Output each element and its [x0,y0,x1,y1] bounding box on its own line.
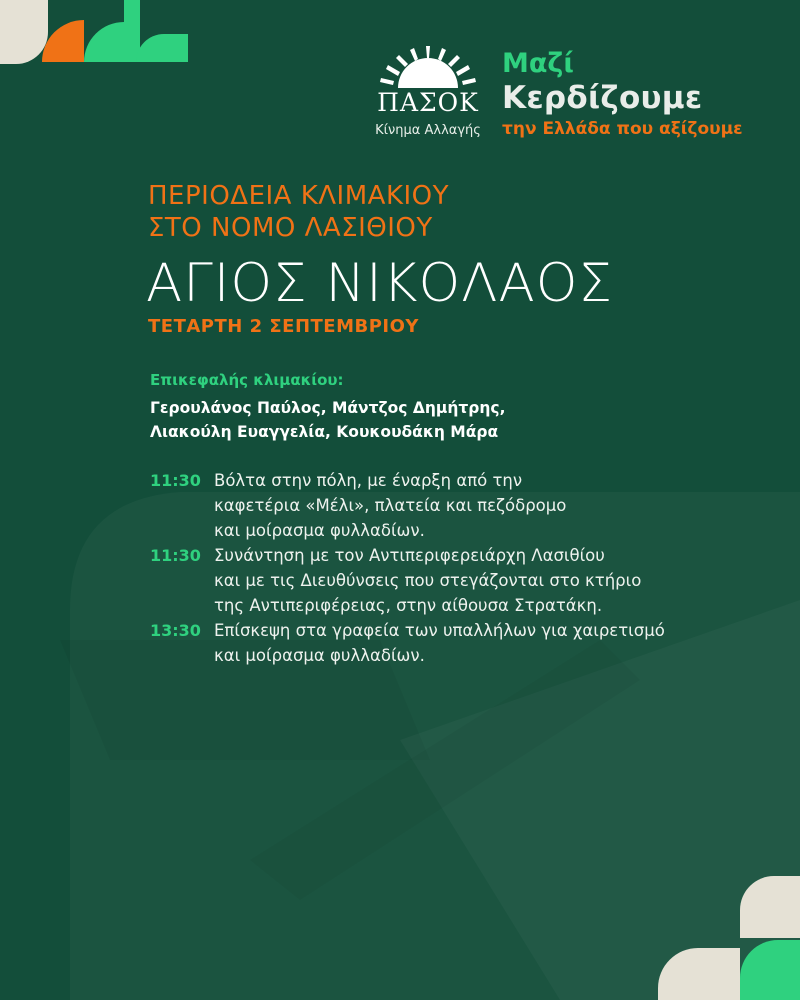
tour-title-line-2: ΣΤΟ ΝΟΜΟ ΛΑΣΙΘΙΟΥ [148,213,433,243]
corner-decoration-top [0,0,200,70]
slogan-line-3: την Ελλάδα που αξίζουμε [502,119,743,139]
heads-names [150,396,505,444]
schedule-item [150,543,770,618]
heads-names-line-1: Γερουλάνος Παύλος, Μάντζος Δημήτρης, [150,399,506,417]
schedule-description [214,543,770,618]
heads-names-line-2: Λιακούλη Ευαγγελία, Κουκουδάκη Μάρα [150,423,499,441]
logo-subtitle: Κίνημα Αλλαγής [375,123,481,138]
corner-decoration-bottom [640,870,800,1000]
logo-name: ΠΑΣΟΚ [377,88,479,117]
schedule-line: Συνάντηση με τον Αντιπεριφερειάρχη Λασιθίου [214,546,605,565]
town-name: ΑΓΙΟΣ ΝΙΚΟΛΑΟΣ [146,253,613,314]
schedule-line: και μοίρασμα φυλλαδίων. [214,521,425,540]
schedule-time: 11:30 [150,471,201,490]
schedule-description [214,618,770,668]
schedule-line: καφετέρια «Μέλι», πλατεία και πεζόδρομο [214,496,567,515]
schedule-item [150,618,770,668]
rising-sun-icon [366,44,490,90]
schedule-line: της Αντιπεριφέρειας, στην αίθουσα Στρατάκη. [214,596,603,615]
tour-title [148,180,449,244]
schedule-time: 11:30 [150,546,201,565]
schedule-description [214,468,770,543]
slogan-line-1: Μαζί [502,48,574,79]
event-date: ΤΕΤΑΡΤΗ 2 ΣΕΠΤΕΜΒΡΙΟΥ [148,316,419,337]
tour-title-line-1: ΠΕΡΙΟΔΕΙΑ ΚΛΙΜΑΚΙΟΥ [148,181,450,211]
slogan-line-2: Κερδίζουμε [502,80,703,116]
schedule-item [150,468,770,543]
schedule-line: και μοίρασμα φυλλαδίων. [214,646,425,665]
schedule-line: Επίσκεψη στα γραφεία των υπαλλήλων για χαιρετισμό [214,621,665,640]
schedule-line: Βόλτα στην πόλη, με έναρξη από την [214,471,523,490]
schedule-line: και με τις Διευθύνσεις που στεγάζονται στο κτήριο [214,571,642,590]
heads-label: Επικεφαλής κλιμακίου: [150,371,344,389]
schedule [150,468,770,668]
slogan [502,48,743,140]
schedule-time: 13:30 [150,621,201,640]
